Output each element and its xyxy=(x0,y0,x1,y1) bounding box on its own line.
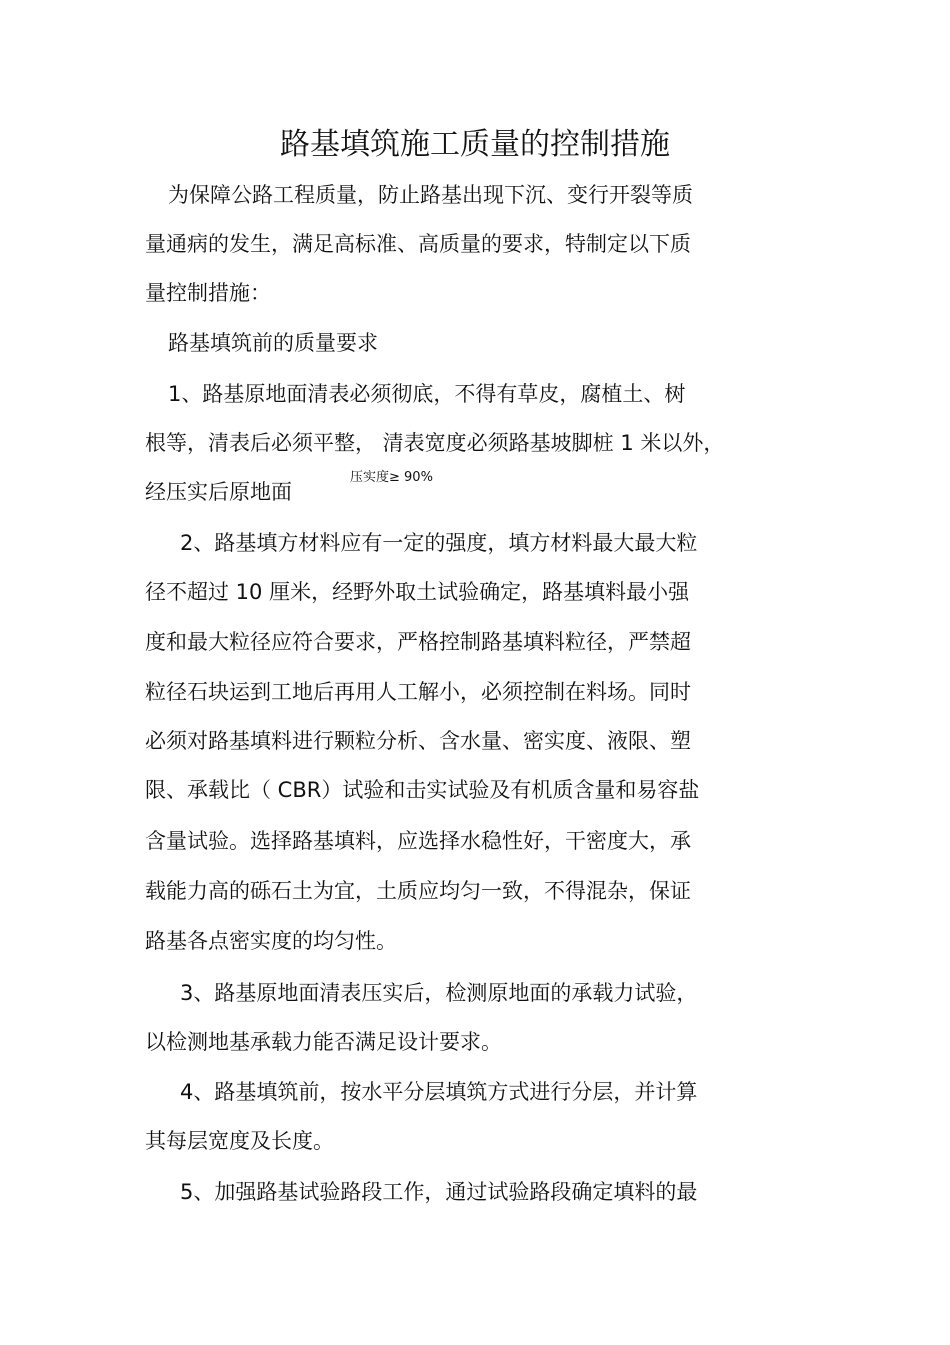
paragraph-line: 径不超过 10 厘米，经野外取土试验确定，路基填料最小强 xyxy=(145,580,690,604)
paragraph-line: 5、加强路基试验路段工作，通过试验路段确定填料的最 xyxy=(180,1180,698,1204)
paragraph-line: 量通病的发生，满足高标准、高质量的要求，特制定以下质 xyxy=(145,232,691,256)
paragraph-line: 2、路基填方材料应有一定的强度，填方材料最大最大粒 xyxy=(180,531,698,555)
paragraph-line: 1、路基原地面清表必须彻底，不得有草皮，腐植土、树 xyxy=(168,382,686,406)
paragraph-line: 路基各点密实度的均匀性。 xyxy=(145,929,397,953)
paragraph-line: 4、路基填筑前，按水平分层填筑方式进行分层，并计算 xyxy=(180,1080,698,1104)
paragraph-line: 经压实后原地面 xyxy=(145,480,292,504)
paragraph-line: 根等，清表后必须平整， 清表宽度必须路基坡脚桩 1 米以外， xyxy=(145,431,725,455)
compaction-note: 压实度≥ 90% xyxy=(350,470,433,485)
document-title: 路基填筑施工质量的控制措施 xyxy=(280,127,670,162)
paragraph-line: 载能力高的砾石土为宜，土质应均匀一致，不得混杂，保证 xyxy=(145,879,691,903)
paragraph-line: 限、承载比（ CBR）试验和击实试验及有机质含量和易容盐 xyxy=(145,778,700,802)
paragraph-line: 度和最大粒径应符合要求，严格控制路基填料粒径，严禁超 xyxy=(145,630,691,654)
paragraph-line: 其每层宽度及长度。 xyxy=(145,1129,334,1153)
section-heading: 路基填筑前的质量要求 xyxy=(168,331,378,355)
paragraph-line: 含量试验。选择路基填料，应选择水稳性好，干密度大，承 xyxy=(145,829,691,853)
paragraph-line: 3、路基原地面清表压实后，检测原地面的承载力试验， xyxy=(180,981,698,1005)
paragraph-line: 粒径石块运到工地后再用人工解小，必须控制在料场。同时 xyxy=(145,680,691,704)
paragraph-line: 量控制措施： xyxy=(145,281,271,305)
paragraph-line: 以检测地基承载力能否满足设计要求。 xyxy=(145,1030,502,1054)
paragraph-line: 为保障公路工程质量，防止路基出现下沉、变行开裂等质 xyxy=(168,183,693,207)
paragraph-line: 必须对路基填料进行颗粒分析、含水量、密实度、液限、塑 xyxy=(145,729,691,753)
